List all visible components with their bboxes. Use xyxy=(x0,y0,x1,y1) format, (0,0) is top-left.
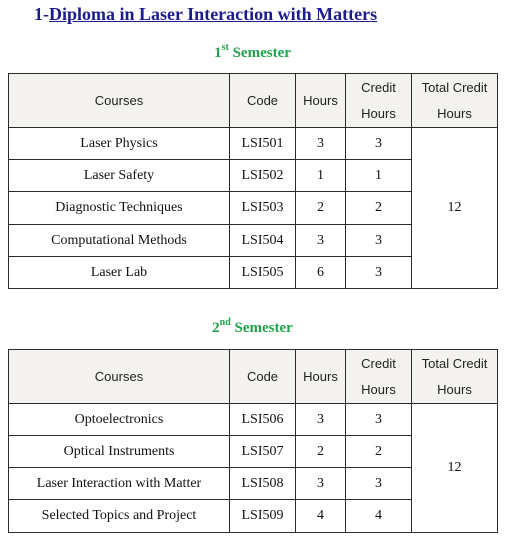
header-hours: Hours xyxy=(296,350,346,404)
course-name: Laser Interaction with Matter xyxy=(9,468,230,500)
header-total-credit-hours: Total Credit Hours xyxy=(412,74,498,128)
header-code: Code xyxy=(230,74,296,128)
course-credit: 2 xyxy=(346,192,412,225)
course-name: Laser Physics xyxy=(9,128,230,160)
course-hours: 6 xyxy=(296,257,346,289)
course-code: LSI509 xyxy=(230,500,296,533)
course-hours: 3 xyxy=(296,468,346,500)
course-code: LSI502 xyxy=(230,160,296,192)
course-code: LSI505 xyxy=(230,257,296,289)
course-code: LSI504 xyxy=(230,225,296,257)
page-heading xyxy=(34,4,377,25)
course-hours: 2 xyxy=(296,192,346,225)
table-header-row xyxy=(9,350,498,404)
course-code: LSI501 xyxy=(230,128,296,160)
course-code: LSI507 xyxy=(230,436,296,468)
course-hours: 3 xyxy=(296,225,346,257)
header-code: Code xyxy=(230,350,296,404)
header-courses: Courses xyxy=(9,74,230,128)
course-credit: 1 xyxy=(346,160,412,192)
course-name: Optoelectronics xyxy=(9,404,230,436)
course-name: Optical Instruments xyxy=(9,436,230,468)
semester-number: 1 xyxy=(214,45,222,61)
course-hours: 4 xyxy=(296,500,346,533)
total-credit: 12 xyxy=(412,128,498,289)
course-credit: 3 xyxy=(346,257,412,289)
header-hours: Hours xyxy=(296,74,346,128)
course-code: LSI503 xyxy=(230,192,296,225)
semester-1-title xyxy=(0,43,505,62)
semester-label: Semester xyxy=(234,320,293,336)
semester-2-title xyxy=(0,318,505,337)
heading-number: 1- xyxy=(34,4,49,24)
semester-suffix: st xyxy=(221,42,229,53)
course-credit: 4 xyxy=(346,500,412,533)
semester-2-table xyxy=(8,349,498,533)
course-hours: 3 xyxy=(296,128,346,160)
table-row xyxy=(9,128,498,160)
course-name: Computational Methods xyxy=(9,225,230,257)
table-row xyxy=(9,404,498,436)
header-courses: Courses xyxy=(9,350,230,404)
course-credit: 3 xyxy=(346,468,412,500)
total-credit: 12 xyxy=(412,404,498,533)
header-credit-hours: Credit Hours xyxy=(346,350,412,404)
course-hours: 2 xyxy=(296,436,346,468)
semester-number: 2 xyxy=(212,320,220,336)
semester-label: Semester xyxy=(232,45,291,61)
heading-title: Diploma in Laser Interaction with Matters xyxy=(49,4,378,24)
semester-1-table xyxy=(8,73,498,289)
course-hours: 3 xyxy=(296,404,346,436)
header-total-credit-hours: Total Credit Hours xyxy=(412,350,498,404)
course-name: Laser Lab xyxy=(9,257,230,289)
course-credit: 2 xyxy=(346,436,412,468)
course-code: LSI506 xyxy=(230,404,296,436)
course-credit: 3 xyxy=(346,225,412,257)
course-name: Laser Safety xyxy=(9,160,230,192)
header-credit-hours: Credit Hours xyxy=(346,74,412,128)
course-credit: 3 xyxy=(346,404,412,436)
course-name: Diagnostic Techniques xyxy=(9,192,230,225)
course-code: LSI508 xyxy=(230,468,296,500)
table-header-row xyxy=(9,74,498,128)
course-name: Selected Topics and Project xyxy=(9,500,230,533)
course-credit: 3 xyxy=(346,128,412,160)
semester-suffix: nd xyxy=(219,317,231,328)
course-hours: 1 xyxy=(296,160,346,192)
